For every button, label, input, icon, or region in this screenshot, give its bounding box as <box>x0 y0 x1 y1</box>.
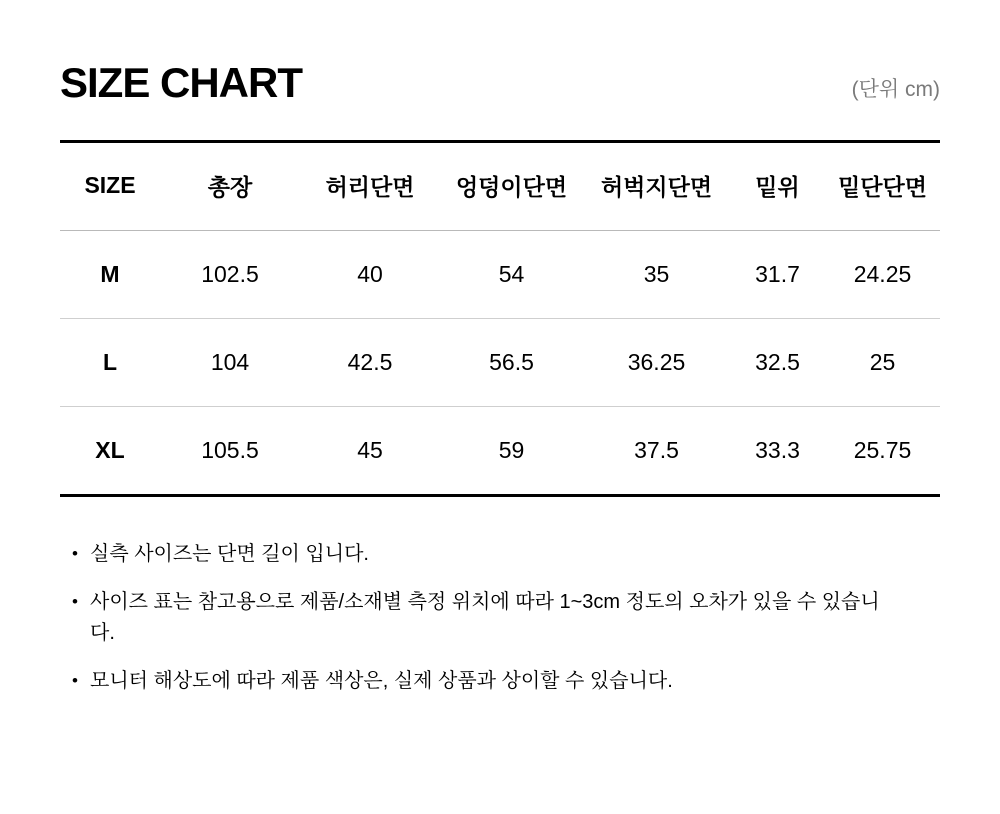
cell-hip: 56.5 <box>440 319 583 407</box>
cell-thigh: 36.25 <box>583 319 730 407</box>
column-header-rise: 밑위 <box>730 142 825 231</box>
note-text: 실측 사이즈는 단면 길이 입니다. <box>90 543 369 565</box>
cell-rise: 33.3 <box>730 407 825 496</box>
cell-thigh: 35 <box>583 231 730 319</box>
cell-total-length: 105.5 <box>160 407 300 496</box>
bullet-icon: • <box>72 671 78 690</box>
bullet-icon: • <box>72 592 78 611</box>
note-text: 모니터 해상도에 따라 제품 색상은, 실제 상품과 상이할 수 있습니다. <box>90 670 673 692</box>
row-size-label: L <box>60 319 160 407</box>
column-header-hip: 엉덩이단면 <box>440 142 583 231</box>
cell-waist: 45 <box>300 407 440 496</box>
note-text: 사이즈 표는 참고용으로 제품/소재별 측정 위치에 따라 1~3cm 정도의 오차가 있을 수 있습니다. <box>90 591 880 644</box>
column-header-thigh: 허벅지단면 <box>583 142 730 231</box>
size-chart-table <box>60 140 940 497</box>
column-header-waist: 허리단면 <box>300 142 440 231</box>
table-header <box>60 142 940 231</box>
column-header-size: SIZE <box>60 142 160 231</box>
cell-hem: 25 <box>825 319 940 407</box>
unit-note: (단위 cm) <box>851 78 940 101</box>
cell-total-length: 102.5 <box>160 231 300 319</box>
cell-rise: 32.5 <box>730 319 825 407</box>
list-item <box>72 539 940 570</box>
cell-hip: 54 <box>440 231 583 319</box>
table-body <box>60 231 940 496</box>
cell-hem: 24.25 <box>825 231 940 319</box>
list-item <box>72 587 940 649</box>
row-size-label: XL <box>60 407 160 496</box>
table-row <box>60 407 940 496</box>
cell-thigh: 37.5 <box>583 407 730 496</box>
cell-hip: 59 <box>440 407 583 496</box>
cell-total-length: 104 <box>160 319 300 407</box>
bullet-icon: • <box>72 544 78 563</box>
list-item <box>72 666 940 697</box>
column-header-total-length: 총장 <box>160 142 300 231</box>
column-header-hem: 밑단단면 <box>825 142 940 231</box>
cell-waist: 40 <box>300 231 440 319</box>
page-header <box>60 0 940 104</box>
notes-list <box>60 539 940 697</box>
table-row <box>60 231 940 319</box>
table-header-row <box>60 142 940 231</box>
table-row <box>60 319 940 407</box>
page-title: SIZE CHART <box>60 59 302 106</box>
cell-waist: 42.5 <box>300 319 440 407</box>
cell-rise: 31.7 <box>730 231 825 319</box>
row-size-label: M <box>60 231 160 319</box>
cell-hem: 25.75 <box>825 407 940 496</box>
